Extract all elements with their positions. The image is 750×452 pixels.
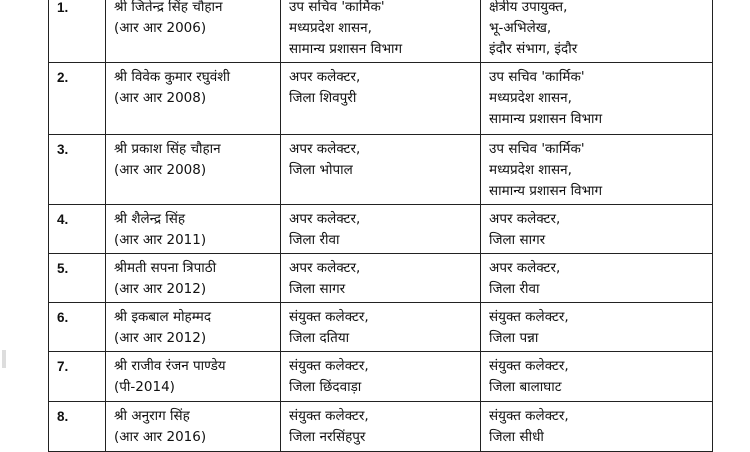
new-posting-line: संयुक्त कलेक्टर, (489, 358, 569, 374)
serial-number: 3. (49, 135, 106, 205)
current-posting-cell (281, 352, 481, 402)
new-posting-line: सामान्य प्रशासन विभाग (489, 183, 603, 199)
current-posting-line: उप सचिव 'कार्मिक' (289, 0, 385, 15)
new-posting-line: जिला सीधी (489, 429, 544, 445)
current-posting-line: जिला दतिया (289, 330, 350, 346)
table-row (49, 402, 713, 452)
current-posting-line: जिला भोपाल (289, 162, 353, 178)
current-posting-line: संयुक्त कलेक्टर, (289, 408, 369, 424)
new-posting-line: संयुक्त कलेक्टर, (489, 309, 569, 325)
new-posting-line: इंदौर संभाग, इंदौर (489, 41, 578, 57)
current-posting-cell (281, 303, 481, 352)
serial-number: 5. (49, 254, 106, 303)
officer-name-cell (106, 135, 281, 205)
officer-batch: (आर आर 2016) (114, 429, 207, 445)
current-posting-line: संयुक्त कलेक्टर, (289, 358, 369, 374)
officer-batch: (आर आर 2012) (114, 330, 207, 346)
new-posting-line: सामान्य प्रशासन विभाग (489, 111, 603, 127)
officer-name-cell (106, 352, 281, 402)
serial-number: 4. (49, 205, 106, 254)
serial-number: 2. (49, 63, 106, 135)
officer-name-cell (106, 0, 281, 63)
current-posting-line: जिला नरसिंहपुर (289, 429, 366, 445)
new-posting-cell (481, 352, 713, 402)
new-posting-line: मध्यप्रदेश शासन, (489, 90, 572, 106)
officer-batch: (आर आर 2006) (114, 20, 207, 36)
new-posting-cell (481, 205, 713, 254)
serial-number: 1. (49, 0, 106, 63)
new-posting-cell (481, 135, 713, 205)
new-posting-cell (481, 63, 713, 135)
current-posting-line: सामान्य प्रशासन विभाग (289, 41, 403, 57)
new-posting-cell (481, 402, 713, 452)
current-posting-cell (281, 205, 481, 254)
current-posting-line: मध्यप्रदेश शासन, (289, 20, 372, 36)
new-posting-cell (481, 254, 713, 303)
officer-batch: (आर आर 2012) (114, 281, 207, 297)
serial-number: 8. (49, 402, 106, 452)
officer-name: श्री प्रकाश सिंह चौहान (114, 141, 221, 157)
officer-name: श्री इकबाल मोहम्मद (114, 309, 212, 325)
scan-edge-mark (2, 350, 6, 368)
current-posting-line: अपर कलेक्टर, (289, 141, 361, 157)
officer-name: श्री अनुराग सिंह (114, 408, 190, 424)
current-posting-line: अपर कलेक्टर, (289, 211, 361, 227)
new-posting-line: क्षेत्रीय उपायुक्त, (489, 0, 568, 15)
officer-batch: (आर आर 2011) (114, 232, 207, 248)
officer-batch: (आर आर 2008) (114, 90, 207, 106)
new-posting-line: उप सचिव 'कार्मिक' (489, 141, 585, 157)
officer-name: श्री शैलेन्द्र सिंह (114, 211, 186, 227)
new-posting-line: अपर कलेक्टर, (489, 211, 561, 227)
officer-name-cell (106, 205, 281, 254)
table-row (49, 0, 713, 63)
current-posting-line: संयुक्त कलेक्टर, (289, 309, 369, 325)
officer-name: श्रीमती सपना त्रिपाठी (114, 260, 217, 276)
officer-name-cell (106, 63, 281, 135)
new-posting-line: जिला सागर (489, 232, 546, 248)
current-posting-cell (281, 63, 481, 135)
new-posting-line: जिला रीवा (489, 281, 540, 297)
table-row (49, 63, 713, 135)
table-row (49, 135, 713, 205)
new-posting-line: उप सचिव 'कार्मिक' (489, 69, 585, 85)
new-posting-line: भू-अभिलेख, (489, 20, 552, 36)
new-posting-line: जिला पन्ना (489, 330, 539, 346)
current-posting-line: जिला रीवा (289, 232, 340, 248)
table-row (49, 352, 713, 402)
current-posting-cell (281, 135, 481, 205)
new-posting-cell (481, 0, 713, 63)
table-row (49, 205, 713, 254)
transfer-table (48, 0, 713, 452)
officer-name: श्री राजीव रंजन पाण्डेय (114, 358, 226, 374)
table-row (49, 303, 713, 352)
new-posting-line: मध्यप्रदेश शासन, (489, 162, 572, 178)
officer-name-cell (106, 402, 281, 452)
current-posting-line: अपर कलेक्टर, (289, 260, 361, 276)
table-row (49, 254, 713, 303)
current-posting-cell (281, 402, 481, 452)
current-posting-line: जिला शिवपुरी (289, 90, 357, 106)
officer-batch: (आर आर 2008) (114, 162, 207, 178)
current-posting-line: अपर कलेक्टर, (289, 69, 361, 85)
new-posting-cell (481, 303, 713, 352)
officer-name: श्री जितेन्द्र सिंह चौहान (114, 0, 223, 15)
current-posting-line: जिला सागर (289, 281, 346, 297)
new-posting-line: अपर कलेक्टर, (489, 260, 561, 276)
officer-name-cell (106, 254, 281, 303)
current-posting-cell (281, 254, 481, 303)
serial-number: 7. (49, 352, 106, 402)
officer-name: श्री विवेक कुमार रघुवंशी (114, 69, 230, 85)
new-posting-line: जिला बालाघाट (489, 379, 562, 395)
current-posting-line: जिला छिंदवाड़ा (289, 379, 362, 395)
officer-batch: (पी-2014) (114, 379, 175, 395)
current-posting-cell (281, 0, 481, 63)
serial-number: 6. (49, 303, 106, 352)
officer-name-cell (106, 303, 281, 352)
new-posting-line: संयुक्त कलेक्टर, (489, 408, 569, 424)
